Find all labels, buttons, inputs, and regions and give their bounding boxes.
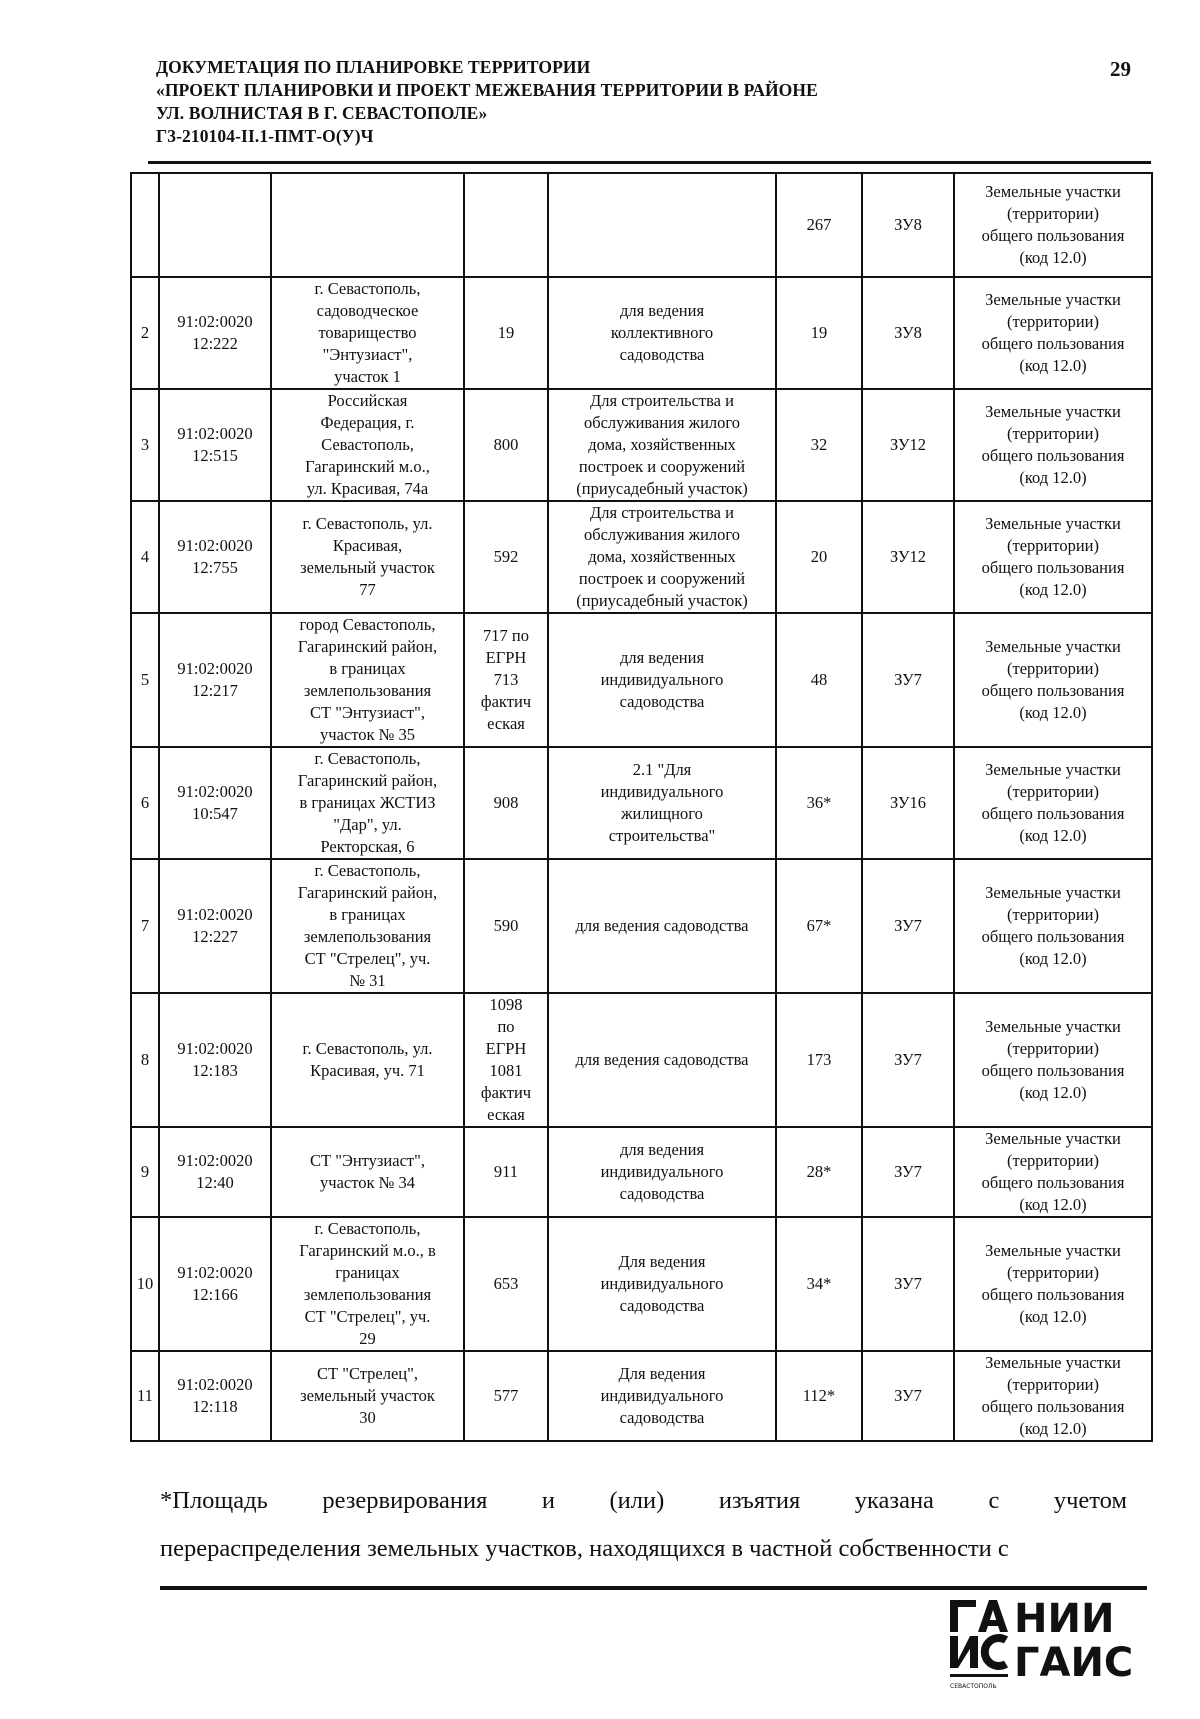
cadastral-number-cell (159, 993, 271, 1127)
cell-line: 91:02:0020 (177, 782, 253, 801)
cell-line: Земельные участки (985, 402, 1121, 421)
cell-line: (территории) (1006, 1375, 1099, 1394)
cell-line: Гагаринский район, (297, 637, 438, 656)
footnote-word: указана (854, 1487, 934, 1514)
purpose-cell (954, 1127, 1152, 1217)
cell-line: г. Севастополь, ул. (302, 514, 433, 533)
plot-designation-cell: ЗУ8 (862, 277, 954, 389)
cell-line: Земельные участки (985, 514, 1121, 533)
cell-line: еская (487, 714, 525, 733)
purpose-cell (954, 389, 1152, 501)
plot-designation-cell: ЗУ7 (862, 1351, 954, 1441)
logo-name-line-1: НИИ (1014, 1596, 1115, 1642)
cell-line: 30 (359, 1408, 376, 1427)
cell-line: Земельные участки (985, 290, 1121, 309)
cell-line: 91:02:0020 (177, 659, 253, 678)
cell-line: (территории) (1006, 1039, 1099, 1058)
cell-line: СТ "Энтузиаст", (310, 1151, 425, 1170)
cell-line: (территории) (1006, 659, 1099, 678)
reserved-area-cell: 20 (776, 501, 862, 613)
cell-line: 77 (359, 580, 376, 599)
area-cell (464, 1351, 548, 1441)
table-row (131, 859, 1152, 993)
plot-designation-cell: ЗУ16 (862, 747, 954, 859)
table-row (131, 1217, 1152, 1351)
row-number-cell: 9 (131, 1127, 159, 1217)
row-number-cell: 11 (131, 1351, 159, 1441)
cell-line: индивидуального (600, 1274, 724, 1293)
cadastral-number-cell (159, 173, 271, 277)
cell-line: Федерация, г. (320, 413, 415, 432)
cell-line: ул. Красивая, 74а (306, 479, 429, 498)
cell-line: СТ "Энтузиаст", (310, 703, 425, 722)
cell-line: землепользования (303, 927, 432, 946)
plot-designation-cell: ЗУ7 (862, 859, 954, 993)
row-number-cell: 8 (131, 993, 159, 1127)
cell-line: 1081 (489, 1061, 523, 1080)
cell-line: общего пользования (981, 804, 1125, 823)
cell-line: 12:515 (192, 446, 238, 465)
area-cell (464, 613, 548, 747)
address-cell (271, 993, 464, 1127)
cell-line: СТ "Стрелец", уч. (304, 1307, 431, 1326)
address-cell (271, 277, 464, 389)
reserved-area-cell: 28* (776, 1127, 862, 1217)
cell-line: (территории) (1006, 1151, 1099, 1170)
cadastral-number-cell (159, 389, 271, 501)
cell-line: общего пользования (981, 1061, 1125, 1080)
permitted-use-cell (548, 747, 776, 859)
area-cell (464, 993, 548, 1127)
reserved-area-cell: 173 (776, 993, 862, 1127)
cell-line: 911 (493, 1162, 519, 1181)
cell-line: дома, хозяйственных (588, 547, 736, 566)
plot-designation-cell: ЗУ12 (862, 389, 954, 501)
cell-line: 12:227 (192, 927, 238, 946)
cell-line: садоводства (619, 1296, 705, 1315)
permitted-use-cell (548, 173, 776, 277)
cell-line: 91:02:0020 (177, 1039, 253, 1058)
cell-line: садоводства (619, 1408, 705, 1427)
cell-line: (код 12.0) (1019, 1195, 1087, 1214)
cell-line: (код 12.0) (1019, 580, 1087, 599)
purpose-cell (954, 859, 1152, 993)
page-number: 29 (1110, 57, 1131, 81)
row-number-cell: 6 (131, 747, 159, 859)
cell-line: для ведения (619, 301, 705, 320)
footnote-word: *Площадь (160, 1487, 268, 1514)
cell-line: Для строительства и (590, 503, 734, 522)
area-cell (464, 389, 548, 501)
permitted-use-cell (548, 501, 776, 613)
purpose-cell (954, 993, 1152, 1127)
row-number-cell (131, 173, 159, 277)
reserved-area-cell: 36* (776, 747, 862, 859)
address-cell (271, 389, 464, 501)
cell-line: (код 12.0) (1019, 1083, 1087, 1102)
cell-line: г. Севастополь, (314, 749, 421, 768)
cell-line: ЕГРН (485, 1039, 527, 1058)
header-code-line: Г3-210104-II.1-ПМТ-О(У)Ч (156, 126, 374, 146)
cell-line: 590 (493, 916, 519, 935)
area-cell (464, 747, 548, 859)
cell-line: общего пользования (981, 1285, 1125, 1304)
cell-line: "Энтузиаст", (322, 345, 413, 364)
cell-line: (территории) (1006, 905, 1099, 924)
cell-line: коллективного (610, 323, 714, 342)
table-row (131, 501, 1152, 613)
cell-line: (код 12.0) (1019, 468, 1087, 487)
area-cell (464, 277, 548, 389)
cell-line: 12:755 (192, 558, 238, 577)
row-number-cell: 7 (131, 859, 159, 993)
logo-mark-icon (948, 1596, 1138, 1696)
cadastral-number-cell (159, 859, 271, 993)
footnote (160, 1486, 1127, 1564)
cell-line: г. Севастополь, (314, 1219, 421, 1238)
cell-line: общего пользования (981, 226, 1125, 245)
cell-line: садоводства (619, 345, 705, 364)
cell-line: 592 (493, 547, 519, 566)
nii-gais-logo (948, 1596, 1138, 1696)
reserved-area-cell: 19 (776, 277, 862, 389)
address-cell (271, 1217, 464, 1351)
plot-designation-cell: ЗУ7 (862, 1127, 954, 1217)
cadastral-number-cell (159, 613, 271, 747)
cell-line: (приусадебный участок) (576, 591, 748, 610)
reserved-area-cell: 32 (776, 389, 862, 501)
cell-line: садоводства (619, 1184, 705, 1203)
cell-line: 91:02:0020 (177, 424, 253, 443)
cell-line: участок № 34 (320, 1173, 415, 1192)
cell-line: жилищного (621, 804, 703, 823)
cell-line: 653 (493, 1274, 519, 1293)
footnote-word: с (988, 1487, 1000, 1514)
cell-line: Для ведения (618, 1364, 706, 1383)
cell-line: фактич (480, 1083, 532, 1102)
cell-line: индивидуального (600, 1386, 724, 1405)
land-plots-table (130, 172, 1153, 1442)
cell-line: 91:02:0020 (177, 1263, 253, 1282)
cell-line: участок 1 (334, 367, 401, 386)
permitted-use-cell (548, 993, 776, 1127)
cell-line: общего пользования (981, 446, 1125, 465)
address-cell (271, 1127, 464, 1217)
cell-line: 12:183 (192, 1061, 238, 1080)
footnote-word: учетом (1053, 1487, 1127, 1514)
address-cell (271, 1351, 464, 1441)
cell-line: 12:166 (192, 1285, 238, 1304)
document-header (156, 56, 1156, 148)
cell-line: Российская (327, 391, 408, 410)
footnote-word: (или) (609, 1487, 665, 1514)
cell-line: 91:02:0020 (177, 312, 253, 331)
cadastral-number-cell (159, 1127, 271, 1217)
cell-line: 2.1 "Для (632, 760, 692, 779)
cell-line: общего пользования (981, 334, 1125, 353)
cell-line: 12:217 (192, 681, 238, 700)
cell-line: г. Севастополь, ул. (302, 1039, 433, 1058)
cell-line: (код 12.0) (1019, 1419, 1087, 1438)
cell-line: индивидуального (600, 670, 724, 689)
cell-line: Для строительства и (590, 391, 734, 410)
address-cell (271, 747, 464, 859)
cell-line: город Севастополь, (299, 615, 436, 634)
area-cell (464, 1127, 548, 1217)
cell-line: общего пользования (981, 1397, 1125, 1416)
table-row (131, 1351, 1152, 1441)
cell-line: Красивая, уч. 71 (310, 1061, 425, 1080)
cell-line: участок № 35 (320, 725, 415, 744)
cell-line: 577 (493, 1386, 519, 1405)
plot-designation-cell: ЗУ12 (862, 501, 954, 613)
cell-line: (код 12.0) (1019, 949, 1087, 968)
address-cell (271, 173, 464, 277)
cell-line: в границах (329, 659, 406, 678)
plot-designation-cell: ЗУ7 (862, 1217, 954, 1351)
cell-line: (территории) (1006, 782, 1099, 801)
cell-line: 800 (493, 435, 519, 454)
table-body (131, 173, 1152, 1441)
cell-line: Земельные участки (985, 883, 1121, 902)
cell-line: обслуживания жилого (583, 413, 741, 432)
cell-line: строительства" (608, 826, 716, 845)
address-cell (271, 613, 464, 747)
cell-line: фактич (480, 692, 532, 711)
footnote-line-1 (160, 1486, 1127, 1516)
cell-line: 91:02:0020 (177, 536, 253, 555)
cell-line: (код 12.0) (1019, 703, 1087, 722)
cell-line: Земельные участки (985, 182, 1121, 201)
purpose-cell (954, 1217, 1152, 1351)
cell-line: (код 12.0) (1019, 826, 1087, 845)
cell-line: земельный участок (300, 558, 435, 577)
footnote-word: изъятия (718, 1487, 801, 1514)
cell-line: 12:222 (192, 334, 238, 353)
purpose-cell (954, 613, 1152, 747)
cell-line: в границах ЖСТИЗ (299, 793, 436, 812)
permitted-use-cell (548, 1217, 776, 1351)
cell-line: (приусадебный участок) (576, 479, 748, 498)
area-cell (464, 501, 548, 613)
permitted-use-cell (548, 613, 776, 747)
cell-line: Севастополь, (321, 435, 414, 454)
cell-line: общего пользования (981, 558, 1125, 577)
cadastral-number-cell (159, 1351, 271, 1441)
cell-line: Земельные участки (985, 1129, 1121, 1148)
cell-line: г. Севастополь, (314, 861, 421, 880)
purpose-cell (954, 747, 1152, 859)
cell-line: товарищество (318, 323, 417, 342)
cell-line: для ведения садоводства (575, 916, 749, 935)
cell-line: границах (335, 1263, 400, 1282)
row-number-cell: 2 (131, 277, 159, 389)
table-row (131, 389, 1152, 501)
cell-line: Земельные участки (985, 760, 1121, 779)
cell-line: Для ведения (618, 1252, 706, 1271)
address-cell (271, 501, 464, 613)
cell-line: еская (487, 1105, 525, 1124)
reserved-area-cell: 48 (776, 613, 862, 747)
table-row (131, 993, 1152, 1127)
purpose-cell (954, 1351, 1152, 1441)
address-cell (271, 859, 464, 993)
cell-line: обслуживания жилого (583, 525, 741, 544)
cell-line: 717 по (483, 626, 529, 645)
cell-line: Земельные участки (985, 637, 1121, 656)
header-divider (148, 161, 1151, 164)
cell-line: земельный участок (300, 1386, 435, 1405)
cell-line: (территории) (1006, 536, 1099, 555)
plot-designation-cell: ЗУ7 (862, 613, 954, 747)
cell-line: (территории) (1006, 312, 1099, 331)
cell-line: 713 (493, 670, 519, 689)
cell-line: Красивая, (332, 536, 403, 555)
row-number-cell: 3 (131, 389, 159, 501)
cell-line: 91:02:0020 (177, 905, 253, 924)
logo-caption: СЕВАСТОПОЛЬ (950, 1683, 997, 1690)
table-row (131, 613, 1152, 747)
cell-line: ЕГРН (485, 648, 527, 667)
cell-line: садоводческое (316, 301, 419, 320)
header-location-line: УЛ. ВОЛНИСТАЯ В Г. СЕВАСТОПОЛЕ» (156, 103, 488, 123)
permitted-use-cell (548, 859, 776, 993)
cell-line: Ректорская, 6 (320, 837, 415, 856)
plot-designation-cell: ЗУ7 (862, 993, 954, 1127)
plot-designation-cell: ЗУ8 (862, 173, 954, 277)
cell-line: Гагаринский м.о., (305, 457, 430, 476)
purpose-cell (954, 173, 1152, 277)
area-cell (464, 859, 548, 993)
table-row (131, 747, 1152, 859)
cell-line: общего пользования (981, 1173, 1125, 1192)
permitted-use-cell (548, 277, 776, 389)
cell-line: (территории) (1006, 204, 1099, 223)
cell-line: землепользования (303, 1285, 432, 1304)
footnote-word: резервирования (322, 1487, 488, 1514)
header-title-line: ДОКУМЕТАЦИЯ ПО ПЛАНИРОВКЕ ТЕРРИТОРИИ (156, 57, 591, 77)
header-project-line: «ПРОЕКТ ПЛАНИРОВКИ И ПРОЕКТ МЕЖЕВАНИЯ ТЕРРИТОРИИ В РАЙОНЕ (156, 80, 818, 100)
cell-line: (код 12.0) (1019, 248, 1087, 267)
permitted-use-cell (548, 389, 776, 501)
cell-line: Гагаринский район, (297, 771, 438, 790)
cell-line: индивидуального (600, 1162, 724, 1181)
cell-line: 12:40 (196, 1173, 234, 1192)
cell-line: для ведения (619, 648, 705, 667)
permitted-use-cell (548, 1127, 776, 1217)
cell-line: 19 (497, 323, 515, 342)
cell-line: дома, хозяйственных (588, 435, 736, 454)
cell-line: (код 12.0) (1019, 1307, 1087, 1326)
row-number-cell: 4 (131, 501, 159, 613)
logo-name-line-2: ГАИС (1014, 1640, 1134, 1686)
cell-line: (территории) (1006, 424, 1099, 443)
footnote-word: и (541, 1487, 555, 1514)
cell-line: в границах (329, 905, 406, 924)
cell-line: Гагаринский район, (297, 883, 438, 902)
cadastral-number-cell (159, 747, 271, 859)
cell-line: 908 (493, 793, 519, 812)
reserved-area-cell: 112* (776, 1351, 862, 1441)
cell-line: (код 12.0) (1019, 356, 1087, 375)
row-number-cell: 5 (131, 613, 159, 747)
cell-line: 29 (359, 1329, 376, 1348)
cell-line: СТ "Стрелец", уч. (304, 949, 431, 968)
cell-line: Гагаринский м.о., в (299, 1241, 436, 1260)
reserved-area-cell: 67* (776, 859, 862, 993)
cell-line: 91:02:0020 (177, 1375, 253, 1394)
cadastral-number-cell (159, 1217, 271, 1351)
cell-line: по (497, 1017, 515, 1036)
purpose-cell (954, 501, 1152, 613)
row-number-cell: 10 (131, 1217, 159, 1351)
cell-line: 10:547 (192, 804, 238, 823)
cell-line: г. Севастополь, (314, 279, 421, 298)
area-cell (464, 173, 548, 277)
table-row (131, 1127, 1152, 1217)
cell-line: землепользования (303, 681, 432, 700)
footnote-line-2: перераспределения земельных участков, находящихся в частной собственности с (160, 1535, 1009, 1562)
cell-line: (территории) (1006, 1263, 1099, 1282)
cell-line: для ведения садоводства (575, 1050, 749, 1069)
footer-divider (160, 1586, 1147, 1590)
cell-line: 91:02:0020 (177, 1151, 253, 1170)
cadastral-number-cell (159, 501, 271, 613)
cell-line: общего пользования (981, 927, 1125, 946)
cell-line: для ведения (619, 1140, 705, 1159)
cell-line: СТ "Стрелец", (317, 1364, 418, 1383)
cadastral-number-cell (159, 277, 271, 389)
cell-line: Земельные участки (985, 1353, 1121, 1372)
reserved-area-cell: 267 (776, 173, 862, 277)
permitted-use-cell (548, 1351, 776, 1441)
purpose-cell (954, 277, 1152, 389)
area-cell (464, 1217, 548, 1351)
cell-line: индивидуального (600, 782, 724, 801)
cell-line: построек и сооружений (578, 457, 746, 476)
table-row (131, 277, 1152, 389)
cell-line: "Дар", ул. (333, 815, 402, 834)
cell-line: 1098 (489, 995, 523, 1014)
cell-line: 12:118 (192, 1397, 238, 1416)
cell-line: Земельные участки (985, 1017, 1121, 1036)
table-row (131, 173, 1152, 277)
cell-line: общего пользования (981, 681, 1125, 700)
reserved-area-cell: 34* (776, 1217, 862, 1351)
cell-line: Земельные участки (985, 1241, 1121, 1260)
cell-line: садоводства (619, 692, 705, 711)
cell-line: построек и сооружений (578, 569, 746, 588)
cell-line: № 31 (349, 971, 386, 990)
